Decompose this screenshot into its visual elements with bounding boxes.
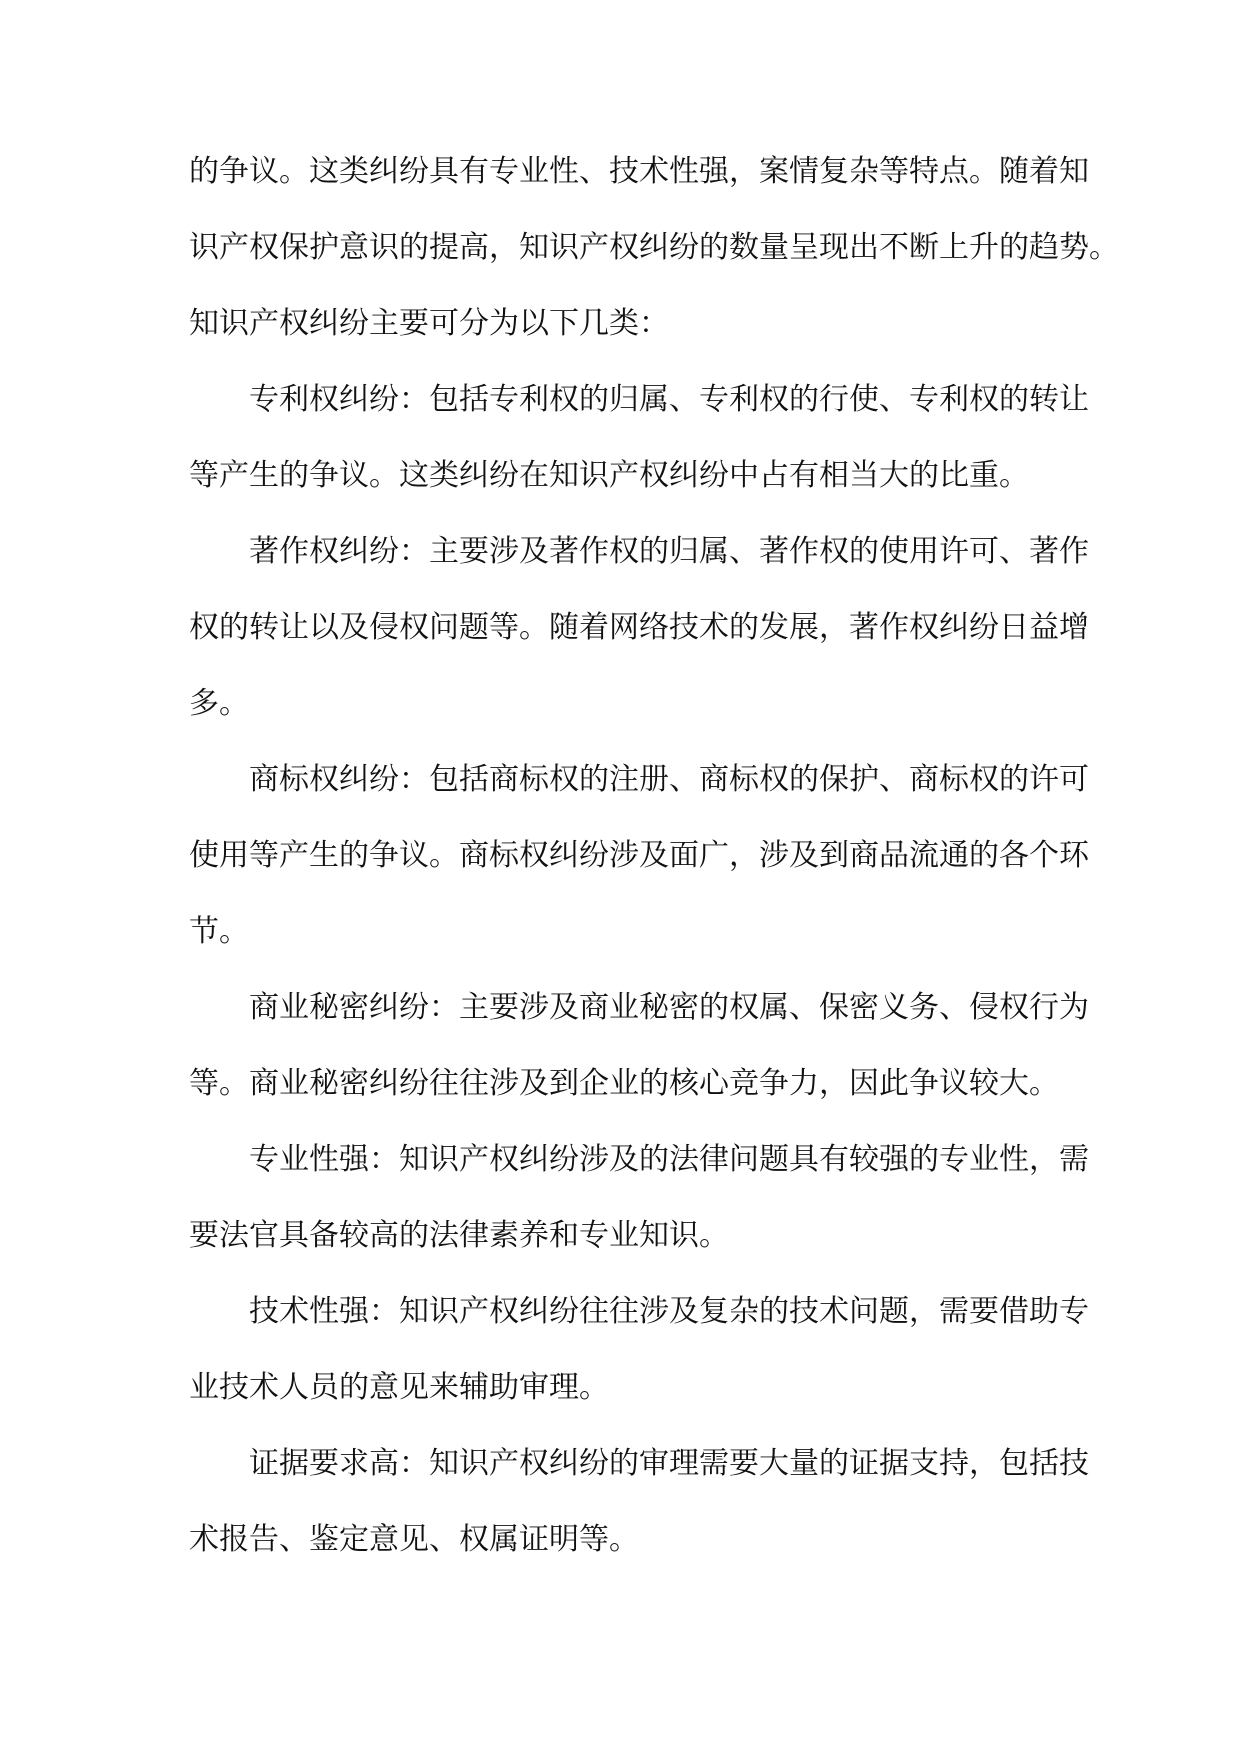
text-line: 权的转让以及侵权问题等。随着网络技术的发展，著作权纠纷日益增	[189, 610, 1089, 645]
text-line: 知识产权纠纷主要可分为以下几类：	[189, 306, 669, 341]
text-line: 业技术人员的意见来辅助审理。	[189, 1370, 609, 1405]
text-line: 著作权纠纷：主要涉及著作权的归属、著作权的使用许可、著作	[249, 534, 1089, 569]
text-line: 的争议。这类纠纷具有专业性、技术性强，案情复杂等特点。随着知	[189, 154, 1089, 189]
text-line: 专利权纠纷：包括专利权的归属、专利权的行使、专利权的转让	[249, 382, 1089, 417]
text-line: 要法官具备较高的法律素养和专业知识。	[189, 1218, 729, 1253]
text-line: 商标权纠纷：包括商标权的注册、商标权的保护、商标权的许可	[249, 762, 1089, 797]
text-line: 专业性强：知识产权纠纷涉及的法律问题具有较强的专业性，需	[249, 1142, 1089, 1177]
text-line: 术报告、鉴定意见、权属证明等。	[189, 1522, 639, 1557]
text-line: 识产权保护意识的提高，知识产权纠纷的数量呈现出不断上升的趋势。	[189, 230, 1119, 265]
text-line: 使用等产生的争议。商标权纠纷涉及面广，涉及到商品流通的各个环	[189, 838, 1089, 873]
text-line: 节。	[189, 914, 249, 949]
text-line: 技术性强：知识产权纠纷往往涉及复杂的技术问题，需要借助专	[249, 1294, 1089, 1329]
text-line: 多。	[189, 686, 249, 721]
text-line: 商业秘密纠纷：主要涉及商业秘密的权属、保密义务、侵权行为	[249, 990, 1089, 1025]
text-line: 证据要求高：知识产权纠纷的审理需要大量的证据支持，包括技	[249, 1446, 1089, 1481]
text-line: 等产生的争议。这类纠纷在知识产权纠纷中占有相当大的比重。	[189, 458, 1029, 493]
text-line: 等。商业秘密纠纷往往涉及到企业的核心竞争力，因此争议较大。	[189, 1066, 1059, 1101]
